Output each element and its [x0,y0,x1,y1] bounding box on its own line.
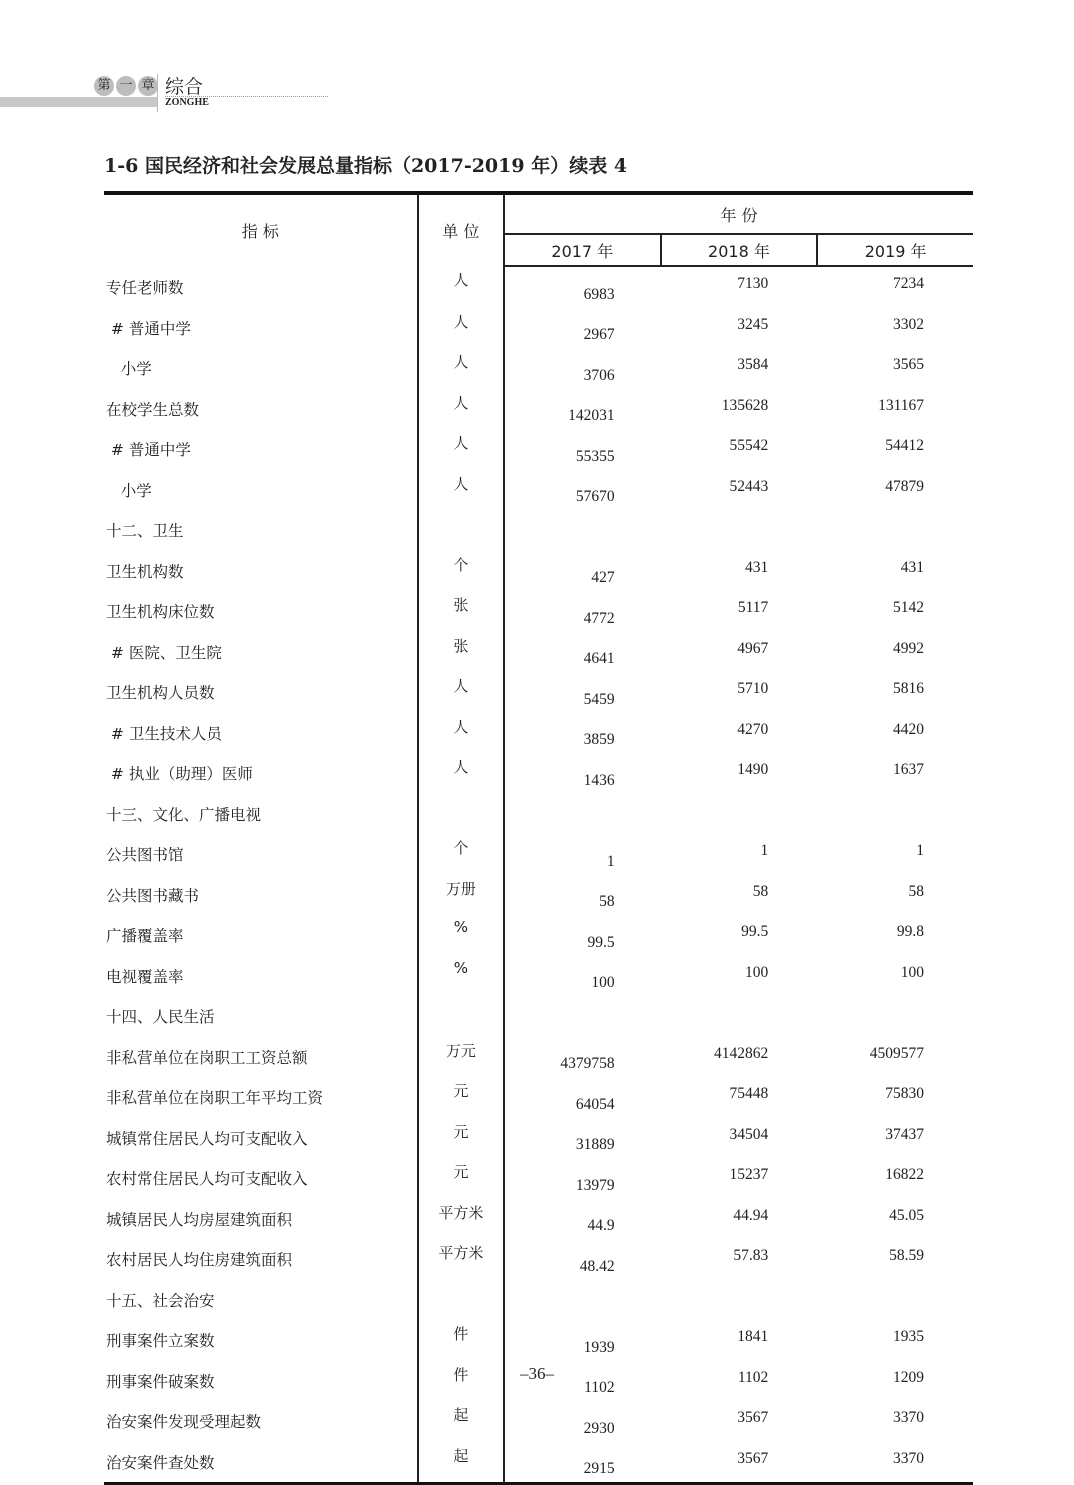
indicator-table [104,191,973,1485]
value-2019: 7234 [893,275,924,292]
unit-cell: 万元 [418,1037,504,1078]
section-subtitle: ZONGHE [165,97,209,108]
table-row [104,753,973,794]
value-2018: 100 [745,963,769,981]
indicator-cell: # 普通中学 [106,441,191,460]
value-2017 [504,794,661,835]
indicator-cell: 非私营单位在岗职工年平均工资 [106,1089,324,1108]
value-2019: 47879 [885,477,924,495]
table-row [104,996,973,1037]
value-2018: 52443 [729,477,769,495]
value-2019: 5142 [893,599,924,616]
table-row [104,470,973,511]
value-2017: 1 [606,852,615,870]
value-2019: 58 [908,882,924,900]
table-row [104,389,973,430]
unit-cell: 元 [418,1158,504,1199]
unit-cell: 件 [418,1361,504,1402]
chapter-label [94,76,158,96]
table-row [104,348,973,389]
value-2018 [661,996,818,1037]
table-row [104,1118,973,1159]
value-2019: 4992 [893,639,924,657]
indicator-cell: 城镇居民人均房屋建筑面积 [106,1210,293,1229]
value-2019: 58.59 [889,1247,924,1264]
table-row [104,551,973,592]
table-row [104,956,973,997]
value-2017: 2967 [583,326,615,343]
unit-cell: 人 [418,429,504,470]
unit-cell [418,1280,504,1321]
value-2018: 58 [752,882,769,900]
indicator-cell: 卫生机构人员数 [106,684,215,703]
value-2017: 3706 [583,366,615,384]
page-number: –36– [520,1364,554,1383]
header-indicator: 指 标 [104,193,418,266]
value-2019: 4420 [893,720,924,738]
section-title: 综合 [165,76,204,98]
table-row [104,1320,973,1361]
value-2017: 99.5 [587,933,615,951]
value-2017 [504,996,661,1037]
indicator-cell: 广播覆盖率 [106,927,184,946]
value-2017: 2930 [583,1419,615,1437]
unit-cell: 平方米 [418,1199,504,1240]
value-2017: 4772 [583,609,615,627]
value-2017: 4379758 [560,1055,615,1072]
unit-cell: 起 [418,1401,504,1442]
unit-cell: 张 [418,591,504,632]
table-row [104,308,973,349]
unit-cell: % [418,915,504,956]
value-2017: 100 [591,974,615,991]
table-row [104,915,973,956]
value-2018: 4270 [737,720,769,738]
table-row [104,1442,973,1484]
indicator-cell: 十四、人民生活 [106,1008,215,1027]
value-2019: 54412 [885,437,924,454]
value-2018: 1102 [737,1368,769,1386]
value-2018: 75448 [729,1085,769,1102]
value-2019: 3565 [893,356,924,373]
value-2019 [817,794,973,835]
indicator-cell: 公共图书藏书 [106,886,200,905]
value-2019: 1209 [893,1368,924,1386]
indicator-cell: 非私营单位在岗职工工资总额 [106,1048,308,1067]
indicator-cell: 小学 [106,481,152,500]
value-2019: 45.05 [889,1206,924,1224]
unit-cell [418,794,504,835]
value-2018: 1490 [737,761,769,778]
table-row [104,1401,973,1442]
value-2018: 431 [745,558,769,576]
table-row [104,510,973,551]
unit-cell: 元 [418,1118,504,1159]
header-year: 2018 年 [661,234,818,266]
value-2019 [817,996,973,1037]
indicator-cell: # 医院、卫生院 [106,643,222,662]
value-2019: 1637 [893,761,924,778]
chapter-char: 第 [94,76,114,96]
value-2017: 44.9 [587,1217,615,1234]
unit-cell: 个 [418,834,504,875]
table-title: 1-6 国民经济和社会发展总量指标（2017-2019 年）续表 4 [104,155,628,177]
table-row [104,632,973,673]
value-2018: 44.94 [733,1206,769,1224]
indicator-cell: 在校学生总数 [106,400,200,419]
value-2019: 1 [916,842,924,859]
value-2018: 55542 [729,437,769,454]
value-2017: 48.42 [579,1257,615,1275]
unit-cell [418,996,504,1037]
header-unit: 单 位 [418,193,504,266]
value-2018: 57.83 [733,1247,769,1264]
table-row [104,1158,973,1199]
value-2019: 3302 [893,315,924,333]
value-2019: 99.8 [896,923,924,940]
indicator-cell: 专任老师数 [106,278,184,297]
value-2018: 15237 [729,1166,769,1183]
value-2017: 55355 [575,447,615,465]
unit-cell: 人 [418,348,504,389]
value-2018: 135628 [721,396,769,414]
value-2017: 6983 [583,285,615,303]
unit-cell: 元 [418,1077,504,1118]
indicator-cell: 十五、社会治安 [106,1291,215,1310]
value-2018 [661,1280,818,1321]
indicator-cell: 卫生机构数 [106,562,184,581]
indicator-cell: # 卫生技术人员 [106,724,222,743]
value-2018: 34504 [729,1125,769,1143]
table-row [104,713,973,754]
value-2017: 427 [591,569,615,586]
table-row [104,591,973,632]
value-2018 [661,794,818,835]
table-row [104,875,973,916]
value-2018: 1 [760,842,769,859]
value-2018: 3584 [737,356,769,373]
table-row [104,429,973,470]
value-2017: 3859 [583,731,615,748]
table-row [104,1077,973,1118]
unit-cell: 人 [418,266,504,308]
indicator-cell: 电视覆盖率 [106,967,184,986]
table-row [104,1239,973,1280]
unit-cell: 万册 [418,875,504,916]
value-2017: 1102 [584,1379,615,1396]
value-2019: 5816 [893,680,924,697]
indicator-cell: 治安案件发现受理起数 [106,1413,262,1432]
value-2017 [504,510,661,551]
unit-cell: 人 [418,713,504,754]
unit-cell: 人 [418,672,504,713]
indicator-cell: 十三、文化、广播电视 [106,805,262,824]
indicator-cell: 治安案件查处数 [104,1442,418,1484]
indicator-cell: 刑事案件立案数 [106,1332,215,1351]
indicator-cell: # 执业（助理）医师 [106,765,253,784]
value-2019: 1935 [893,1328,924,1345]
value-2019: 3370 [817,1442,973,1484]
indicator-cell: 公共图书馆 [106,846,184,865]
value-2017: 13979 [575,1176,615,1194]
unit-cell: 件 [418,1320,504,1361]
header-decorative-bar [0,97,157,107]
value-2017: 57670 [575,488,615,505]
table-row [104,1037,973,1078]
indicator-cell: 十二、卫生 [106,522,184,541]
value-2017: 1436 [583,771,615,789]
value-2018: 3567 [661,1442,818,1484]
unit-cell: 张 [418,632,504,673]
value-2017 [504,1280,661,1321]
unit-cell [418,510,504,551]
indicator-cell: 农村居民人均住房建筑面积 [106,1251,293,1270]
table-row [104,834,973,875]
unit-cell: 起 [418,1442,504,1484]
value-2017: 58 [599,893,615,910]
value-2017: 5459 [583,690,615,708]
value-2018: 3245 [737,315,769,333]
header-divider [157,74,158,112]
value-2019 [817,1280,973,1321]
value-2019: 3370 [893,1409,924,1426]
chapter-char: 一 [116,76,136,96]
value-2017: 2915 [504,1442,661,1484]
unit-cell: 平方米 [418,1239,504,1280]
indicator-cell: 小学 [106,360,152,379]
value-2018: 4967 [737,639,769,657]
header-years-group: 年 份 [504,193,973,234]
value-2018: 5710 [737,680,769,697]
value-2019 [817,510,973,551]
unit-cell: 人 [418,753,504,794]
unit-cell: 人 [418,389,504,430]
unit-cell: % [418,956,504,997]
unit-cell: 个 [418,551,504,592]
value-2017: 1939 [583,1338,615,1356]
value-2017: 142031 [568,407,615,424]
chapter-char: 章 [138,76,158,96]
header-year: 2017 年 [504,234,661,266]
value-2019: 4509577 [869,1044,924,1062]
value-2018: 1841 [737,1328,769,1345]
indicator-cell: 城镇常住居民人均可支配收入 [106,1129,308,1148]
value-2019: 16822 [885,1166,924,1183]
table-row [104,266,973,308]
unit-cell: 人 [418,308,504,349]
value-2018: 5117 [737,599,769,616]
value-2018: 4142862 [714,1044,769,1062]
table-row [104,672,973,713]
header-year: 2019 年 [817,234,973,266]
indicator-cell: # 普通中学 [106,319,191,338]
value-2017: 4641 [583,650,615,667]
value-2018: 3567 [737,1409,769,1426]
table-row [104,1280,973,1321]
value-2019: 131167 [878,396,924,414]
indicator-cell: 卫生机构床位数 [106,603,215,622]
table-row [104,794,973,835]
indicator-cell: 农村常住居民人均可支配收入 [106,1170,308,1189]
value-2019: 75830 [885,1085,924,1102]
value-2018: 99.5 [741,923,769,940]
table-row [104,1199,973,1240]
value-2018: 7130 [737,275,769,292]
value-2019: 37437 [885,1125,924,1143]
value-2017: 64054 [575,1095,615,1113]
unit-cell: 人 [418,470,504,511]
value-2019: 431 [900,558,924,576]
value-2018 [661,510,818,551]
indicator-cell: 刑事案件破案数 [106,1372,215,1391]
value-2017: 31889 [575,1136,615,1153]
value-2019: 100 [900,963,924,981]
